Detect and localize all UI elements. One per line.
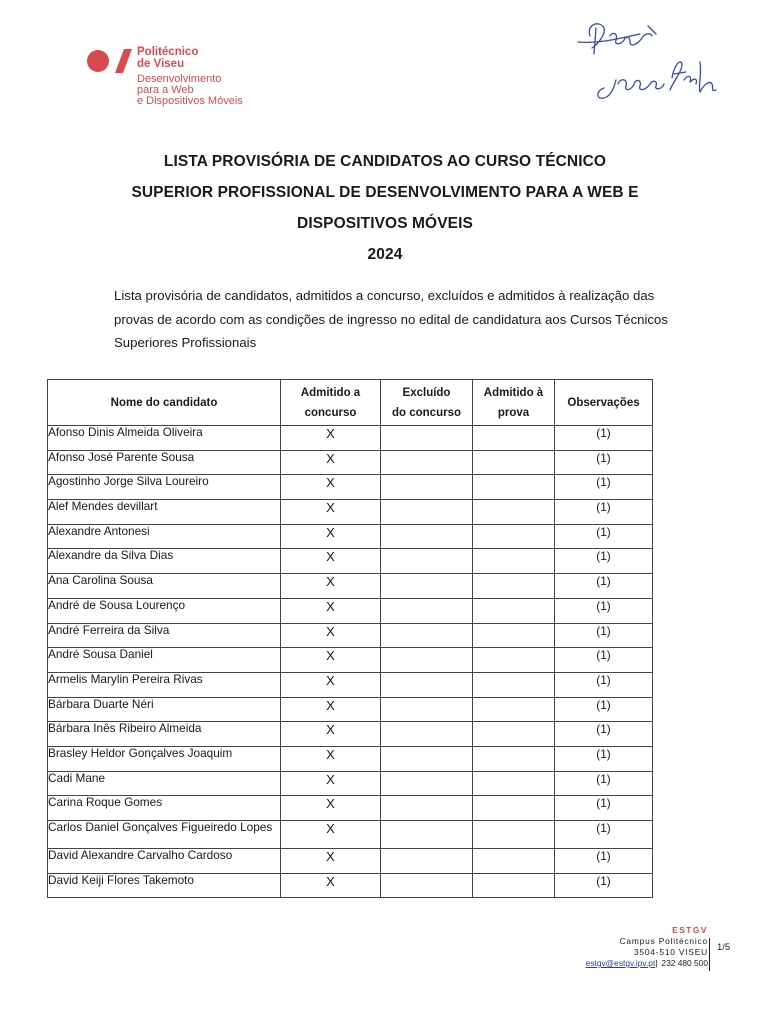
test-mark [473, 697, 555, 722]
notes-cell: (1) [555, 648, 653, 673]
candidate-name: Bárbara Duarte Néri [48, 697, 281, 722]
title-year: 2024 [367, 246, 403, 263]
table-row [48, 524, 653, 549]
table-row [48, 672, 653, 697]
candidate-name: Bárbara Inês Ribeiro Almeida [48, 722, 281, 747]
excluded-mark [381, 450, 473, 475]
test-mark [473, 549, 555, 574]
candidate-name: David Keiji Flores Takemoto [48, 873, 281, 898]
test-mark [473, 796, 555, 821]
header-admitted-test-line2: prova [497, 406, 530, 419]
test-mark [473, 450, 555, 475]
candidate-name: Alef Mendes devillart [48, 500, 281, 525]
table-row [48, 426, 653, 451]
course-name-line1: Desenvolvimento [137, 73, 222, 85]
org-name-line2: de Viseu [137, 58, 185, 70]
notes-cell: (1) [555, 672, 653, 697]
candidate-name: Cadi Mane [48, 771, 281, 796]
logo-mark-icon [86, 48, 134, 74]
title-line-2: SUPERIOR PROFISSIONAL DE DESENVOLVIMENTO PARA A WEB E [131, 184, 639, 201]
header-excluded [381, 380, 473, 426]
candidate-name: Afonso Dinis Almeida Oliveira [48, 426, 281, 451]
test-mark [473, 672, 555, 697]
header-notes: Observações [555, 380, 653, 426]
notes-cell: (1) [555, 574, 653, 599]
table-row [48, 746, 653, 771]
excluded-mark [381, 672, 473, 697]
excluded-mark [381, 849, 473, 874]
header-excluded-line2: do concurso [391, 406, 461, 419]
header-admitted-contest [281, 380, 381, 426]
test-mark [473, 598, 555, 623]
admitted-mark: X [281, 746, 381, 771]
footer-divider [709, 938, 710, 971]
admitted-mark: X [281, 821, 381, 849]
candidate-name: Ana Carolina Sousa [48, 574, 281, 599]
test-mark [473, 821, 555, 849]
table-row [48, 648, 653, 673]
excluded-mark [381, 648, 473, 673]
document-title [60, 146, 710, 270]
course-name [137, 74, 243, 107]
admitted-mark: X [281, 549, 381, 574]
footer-email-link[interactable]: estgv@estgv.ipv.pt [585, 958, 656, 968]
test-mark [473, 524, 555, 549]
header-admitted-contest-line2: concurso [304, 406, 357, 419]
handwritten-signature [570, 14, 730, 114]
admitted-mark: X [281, 574, 381, 599]
title-line-1: LISTA PROVISÓRIA DE CANDIDATOS AO CURSO TÉCNICO [163, 153, 607, 170]
candidates-table [47, 379, 653, 898]
test-mark [473, 648, 555, 673]
footer-phone: 232 480 500 [661, 958, 708, 968]
institution-logo [86, 44, 286, 114]
course-name-line3: e Dispositivos Móveis [137, 95, 243, 107]
admitted-mark: X [281, 672, 381, 697]
header-admitted-contest-line1: Admitido a [300, 386, 361, 399]
test-mark [473, 771, 555, 796]
admitted-mark: X [281, 849, 381, 874]
notes-cell: (1) [555, 524, 653, 549]
excluded-mark [381, 549, 473, 574]
admitted-mark: X [281, 475, 381, 500]
excluded-mark [381, 500, 473, 525]
admitted-mark: X [281, 500, 381, 525]
candidate-name: André Sousa Daniel [48, 648, 281, 673]
admitted-mark: X [281, 771, 381, 796]
excluded-mark [381, 623, 473, 648]
notes-cell: (1) [555, 849, 653, 874]
table-row [48, 475, 653, 500]
excluded-mark [381, 873, 473, 898]
test-mark [473, 722, 555, 747]
excluded-mark [381, 697, 473, 722]
notes-cell: (1) [555, 821, 653, 849]
admitted-mark: X [281, 598, 381, 623]
table-row [48, 796, 653, 821]
test-mark [473, 873, 555, 898]
excluded-mark [381, 574, 473, 599]
header-excluded-line1: Excluído [402, 386, 451, 399]
excluded-mark [381, 598, 473, 623]
candidate-name: Agostinho Jorge Silva Loureiro [48, 475, 281, 500]
table-row [48, 821, 653, 849]
excluded-mark [381, 771, 473, 796]
test-mark [473, 500, 555, 525]
notes-cell: (1) [555, 697, 653, 722]
header-admitted-test-line1: Admitido à [483, 386, 544, 399]
table-row [48, 873, 653, 898]
candidate-name: Afonso José Parente Sousa [48, 450, 281, 475]
admitted-mark: X [281, 426, 381, 451]
footer-separator: | [655, 958, 659, 968]
notes-cell: (1) [555, 722, 653, 747]
excluded-mark [381, 821, 473, 849]
footer-contact [570, 958, 708, 969]
table-row [48, 722, 653, 747]
notes-cell: (1) [555, 426, 653, 451]
course-name-line2: para a Web [137, 84, 194, 96]
admitted-mark: X [281, 796, 381, 821]
candidate-name: Carlos Daniel Gonçalves Figueiredo Lopes [48, 821, 281, 849]
header-admitted-test [473, 380, 555, 426]
admitted-mark: X [281, 623, 381, 648]
table-header-row [48, 380, 653, 426]
table-row [48, 500, 653, 525]
candidate-name: Carina Roque Gomes [48, 796, 281, 821]
table-row [48, 598, 653, 623]
notes-cell: (1) [555, 475, 653, 500]
org-name-line1: Politécnico [137, 46, 199, 58]
test-mark [473, 849, 555, 874]
notes-cell: (1) [555, 623, 653, 648]
admitted-mark: X [281, 524, 381, 549]
notes-cell: (1) [555, 873, 653, 898]
candidate-name: Alexandre Antonesi [48, 524, 281, 549]
candidate-name: Armelis Marylin Pereira Rivas [48, 672, 281, 697]
candidate-name: Alexandre da Silva Dias [48, 549, 281, 574]
intro-paragraph: Lista provisória de candidatos, admitidos a concurso, excluídos e admitidos à realização das provas de acordo com as condições de ingresso no edital de candidatura aos Cursos Técnicos Superiores Profissionais [114, 288, 668, 350]
excluded-mark [381, 722, 473, 747]
footer-school: ESTGV [672, 925, 708, 935]
excluded-mark [381, 746, 473, 771]
table-row [48, 549, 653, 574]
admitted-mark: X [281, 873, 381, 898]
excluded-mark [381, 796, 473, 821]
candidate-name: André de Sousa Lourenço [48, 598, 281, 623]
page-number: 1/5 [717, 942, 731, 953]
candidate-name: André Ferreira da Silva [48, 623, 281, 648]
header-candidate-name: Nome do candidato [48, 380, 281, 426]
excluded-mark [381, 475, 473, 500]
excluded-mark [381, 426, 473, 451]
test-mark [473, 746, 555, 771]
footer-postal: 3504-510 VISEU [633, 947, 708, 957]
excluded-mark [381, 524, 473, 549]
table-row [48, 623, 653, 648]
table-row [48, 574, 653, 599]
admitted-mark: X [281, 697, 381, 722]
notes-cell: (1) [555, 598, 653, 623]
candidate-name: David Alexandre Carvalho Cardoso [48, 849, 281, 874]
notes-cell: (1) [555, 771, 653, 796]
admitted-mark: X [281, 722, 381, 747]
table-row [48, 771, 653, 796]
title-line-3: DISPOSITIVOS MÓVEIS [297, 215, 473, 232]
table-row [48, 450, 653, 475]
table-row [48, 697, 653, 722]
notes-cell: (1) [555, 500, 653, 525]
notes-cell: (1) [555, 450, 653, 475]
test-mark [473, 574, 555, 599]
notes-cell: (1) [555, 746, 653, 771]
table-row [48, 849, 653, 874]
notes-cell: (1) [555, 549, 653, 574]
footer-campus: Campus Politécnico [619, 936, 708, 946]
page-footer [570, 925, 708, 969]
notes-cell: (1) [555, 796, 653, 821]
admitted-mark: X [281, 450, 381, 475]
logo-text [137, 46, 243, 107]
test-mark [473, 475, 555, 500]
admitted-mark: X [281, 648, 381, 673]
test-mark [473, 623, 555, 648]
test-mark [473, 426, 555, 451]
candidate-name: Brasley Heldor Gonçalves Joaquim [48, 746, 281, 771]
